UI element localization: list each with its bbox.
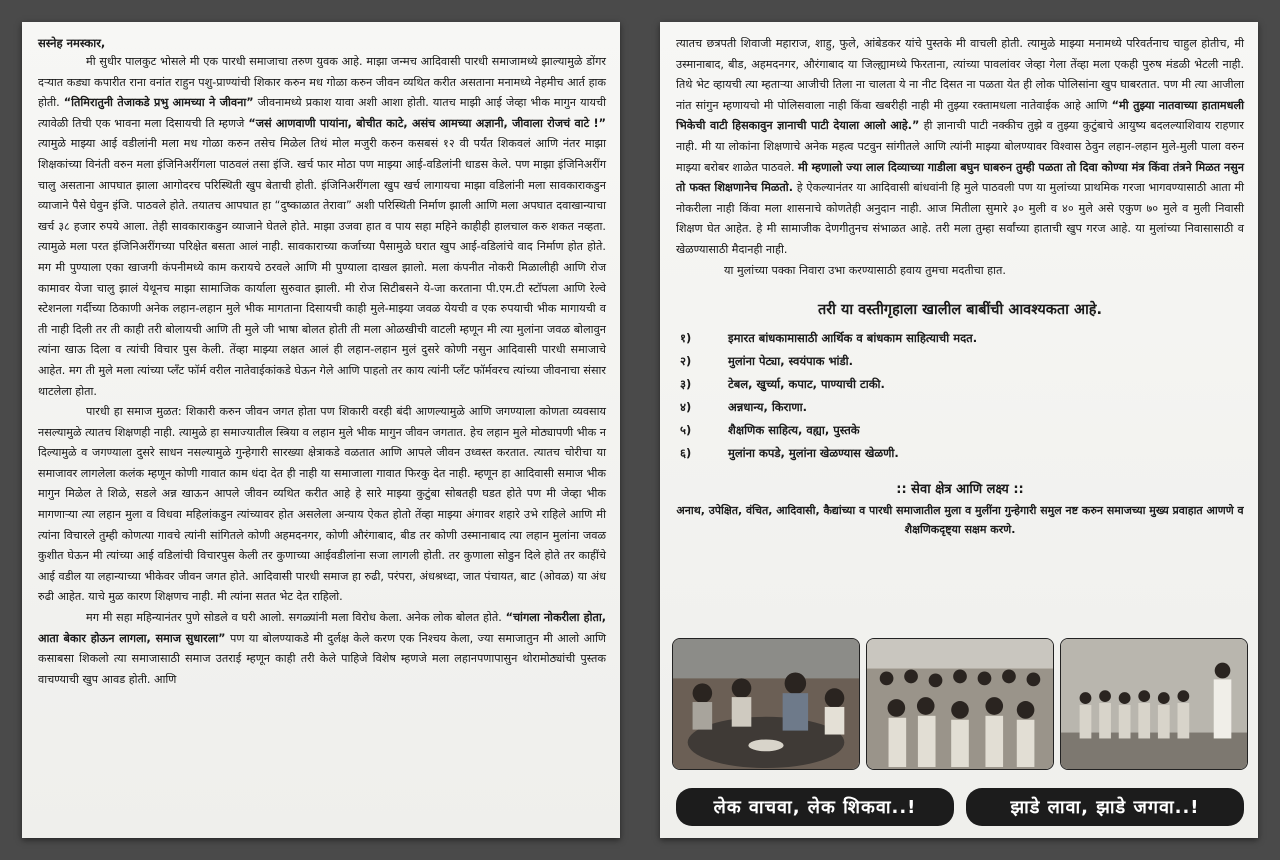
intro-text-b: जीवनामध्ये प्रकाश यावा अशी आशा होती. यातच माझी आई जेव्हा भीक मागुन यायची त्यावेळी तिची एक भावना मला दिसायची ति म्हणजे — [38, 96, 606, 130]
slogan-save-daughter: लेक वाचवा, लेक शिकवा..! — [676, 788, 954, 826]
list-item: ५) शैक्षणिक साहित्य, वह्या, पुस्तके — [680, 423, 860, 438]
quote-grandson: “मी तुझ्या नातवाच्या हातामधली भिकेची वाटी हिसकावुन ज्ञानाची पाटी देयाला आलो आहे.” — [676, 98, 1244, 133]
requirements-title: तरी या वस्तीगृहाला खालील बाबींची आवश्यकता आहे. — [817, 302, 1103, 319]
salutation: सस्नेह नमस्कार, — [38, 36, 106, 50]
slogan-plant-trees: झाडे लावा, झाडे जगवा..! — [966, 788, 1244, 826]
list-item: २) मुलांना पेट्या, स्वयंपाक भांडी. — [680, 354, 854, 369]
quote-red-light: मी म्हणालो ज्या लाल दिव्याच्या गाडीला बघुन घाबरुन तुम्ही पळता तो दिवा कोण्या मंत्र किंवा तंत्रने मिळत नसुन तो फक्त शिक्षणानेच मिळतो. — [676, 160, 1244, 195]
photo-strip — [672, 638, 1248, 770]
photo-children-eating — [672, 638, 860, 770]
cont-text-c: हे ऐकल्यानंतर या आदिवासी बांधवांनी हि मुले पाठवली पण या मुलांच्या प्राथमिक गरजा भागवण्यासाठी आता मी नोकरीला नाही किंवा मला शासनाचे कोणतेही अनुदान नाही. आज मितीला सुमारे ३० मुली व ४० मुले असे एकुण ७० मुले व मुली निवासी शिक्षण घेत आहेत. हे मी सामाजीक देणगीतुनच संभाळत आहे. तरी मला तुम्हा सर्वांच्या हाताची खुप गरज आहे. या मुलांच्या निवासासाठी व खेळण्यासाठी मैदानही नाही. — [676, 181, 1244, 256]
paragraph-continuation — [676, 34, 1244, 261]
cont-text-b: ही ज्ञानाची पाटी नक्कीच तुझे व तुझ्या कुटुंबाचे आयुष्य बदलल्याशिवाय राहणार नाही. मी या लोकांना शिक्षणाचे अनेक महत्व पटवुन सांगीतले आणि त्यांनी माझ्या बोलण्यावर विश्वास ठेवुन लहान-लहान मुले-मुली पाला वरुन माझ्या बरोबर शाळेत पाठवले. — [676, 119, 1244, 174]
return-text-b: पण या बोलण्याकडे मी दुर्लक्ष केले करण एक निश्चय केला, ज्या समाजातुन मी आलो आणि कसाबसा शिकलो त्या समाजासाठी समाज उतराई म्हणून काही तरी केले पाहिजे विशेष म्हणजे मला लहानपणापासुन थोरामोठ्यांची पुस्तक वाचण्याची खुप आवड होती. आणि — [38, 631, 607, 686]
paragraph-return-home — [38, 608, 606, 690]
intro-text-a: मी सुधीर पालकुट भोसले मी एक पारधी समाजाचा तरुण युवक आहे. माझा जन्मच आदिवासी पारधी समाजामध्ये झाल्यामुळे डोंगर दऱ्यात कड्या कपारीत राना वनांत राहुन पशु-प्राण्यांची शिकार करुन मध गोळा करुन जीवन व्यथित करीत असताना मनामध्ये नेहमीच आर्त हाक होती. — [38, 55, 606, 110]
paragraph-intro — [38, 52, 606, 402]
list-item: १) इमारत बांधकामासाठी आर्थिक व बांधकाम साहित्याची मदत. — [680, 331, 978, 346]
paragraph-appeal: या मुलांच्या पक्का निवारा उभा करण्यासाठी हवाय तुमचा मदतीचा हात. — [724, 263, 1006, 277]
right-page — [660, 22, 1258, 838]
photo-children-hall — [1060, 638, 1248, 770]
left-page — [22, 22, 620, 838]
return-text-a: मग मी सहा महिन्यानंतर पुणे सोडले व घरी आलो. सगळ्यांनी मला विरोध केला. अनेक लोक बोलत होते. — [86, 611, 502, 625]
cont-text-a: त्यातच छत्रपती शिवाजी महाराज, शाहु, फुले, आंबेडकर यांचे पुस्तके मी वाचली होती. त्यामुळे माझ्या मनामध्ये परिवर्तनाच चाहुल होतीच, मी उस्मानाबाद, बीड, अहमदनगर, औरंगाबाद या जिल्ह्यामध्ये फिरताना, त्यांच्या पावलांवर जेव्हा गेला तेंव्हा मला एकही पुरुष मंडळी भेटली नाही. तिथे भेट व्हायची त्या म्हताऱ्या आजीची तिला ना चालता ये ना नीट दिसत ना पळता येत ही लोक पोलिसांना खुप घाबरतात. पण मी त्या आजीला नांत सांगुन म्हणायचो मी पोलिसवाला नाही किंवा खबरीही नाही मी तुझ्या रक्तामधला नातेवाईक आहे आणि — [676, 37, 1244, 112]
requirements-list — [676, 327, 1244, 465]
list-item: ६) मुलांना कपडे, मुलांना खेळण्यास खेळणी. — [680, 446, 899, 461]
photo-children-group — [866, 638, 1054, 770]
paragraph-pardhi-society: पारधी हा समाज मुळत: शिकारी करुन जीवन जगत होता पण शिकारी वरही बंदी आणल्यामुळे आणि जगण्याला कोणता व्यवसाय नसल्यामुळे त्यातच शिक्षणही नाही. त्यामुळे हा समाज्यातील स्त्रिया व लहान मुले भीक मागुन जीवन जगतात. हेच लहान मुले मोठ्यापणी भीक न दिल्यामुळे व जगण्याला दुसरे साधन नसल्यामुळे गुन्हेगारी सारख्या क्षेत्राकडे वळतात आणि आपले जीवन उध्वस्त करतात. त्यातच चोरीचा या समाजावर लागलेला कलंक म्हणून कोणी गावात काम धंदा देत ही नाही या समाजाला गावात फिरकु देत नाही. म्हणून हा आदिवासी समाज भीक मागुन मिळेल ते शिळे, सडले अन्न खाऊन आपले जीवन व्यथित करीत आहे हे सारे माझ्या कुटुंबा सोबतही घडत होते पण मी जेव्हा भीक मागणाऱ्या त्या लहान मुला व विधवा महिलांकडुन त्यांच्यावर होत असलेला अन्याय ऐकत होतो तेंव्हा माझ्या अंगावर शहारे उभे राहिले आणि मी त्यांना विचारले तुम्ही कोणत्या गावचे त्यांनी सांगितले कोणी अहमदनगर, कोणी औरंगाबाद, बीड तर कोणी उस्मानाबाद त्या लहान मुलांना जवळ कुशीत घेऊन मी त्यांच्या आई वडिलांची विचारपुस केली तर कुणाच्या आईवडीलांना सजा लागली होती. तर कुणाला सोडुन दिले होते तर काहींचे आई वडील या लहान्याच्या भीकेवर जीवन जगत होते. आदिवासी पारधी समाज हा रुढी, परंपरा, अंधश्रध्दा, जात पंचायत, बाट (ओवळ) या अंध रुढी आहेत. याचे मुळ कारण शिक्षणच नाही. मी त्यांना सतत भेट देत राहिलो. — [38, 405, 606, 604]
list-item: ३) टेबल, खुर्च्या, कपाट, पाण्याची टाकी. — [680, 377, 885, 392]
mission-text: अनाथ, उपेक्षित, वंचित, आदिवासी, कैद्यांच्या व पारधी समाजातील मुला व मुलींना गुन्हेगारी समुल नष्ट करुन समाजच्या मुख्य प्रवाहात आणणे व शैक्षणिकदृष्ट्या सक्षम करणे. — [676, 504, 1244, 537]
mission-title: :: सेवा क्षेत्र आणि लक्ष्य :: — [896, 482, 1024, 498]
quote-anvani: “जसं आणवाणी पायांना, बोचीत काटे, असंच आमच्या अज्ञानी, जीवाला रोजचं वाटे !” — [248, 116, 607, 130]
quote-changla-nokri: “चांगला नोकरीला होता, आता बेकार होऊन लागला, समाज सुधारला” — [38, 611, 606, 645]
intro-text-c: त्यामुळे माझ्या आई वडीलांनी मला मध गोळा करुन तसेच मिळेल तिथं मोल मजुरी करुन कसबसं १२ वी पर्यंत शिकवलं आणि नंतर माझा शिक्षकांच्या विनंती वरुन मला इंजिनिअरींगला पाठवलं तसा इंजि. खर्च फार मोठा पण माझ्या आई-वडिलांनी धाडस केले. पण माझा इंजिनिअरींग चालु असताना आपघात झाला आगोदरच परिस्थिती खुप बेताची होती. इंजिनिअरींगला खुप खर्च लागायचा माझा वडिलांनी मला सावकाराकडुन व्याजाने पैसे घेवुन इंजि. पाठवले होते. तयातच आपघात हा “दुष्काळात तेरावा” अशी परिस्थिती निर्माण झाली आणि मला अपघात दवाखान्याचा खर्च ३८ हजार रुपये आला. तेही सावकाराकडुन व्याजाने घेतले होते. माझा उजवा हात व पाय सहा महिने काहीही हालचाल करु शकत नव्हता. त्यामुळे मला परत इंजिनिअरींगच्या परिक्षेत बसता आलं नाही. सावकाराच्या कर्जाच्या पैसामुळे घरात खुप आई-वडिलांचे वाद निर्माण होत होते. मग मी पुण्याला एका खाजगी कंपनीमध्ये काम करायचे ठरवले आणि मी पुण्याला दाखल झालो. मला कंपनीत नोकरी मिळालीही आणि रोज कामावर येजा चालु झालं येथूनच माझा सामाजिक कार्याला सुरुवात झाली. मी रोज सिटीबसने ये-जा करताना पी.एम.टी स्टॉपला आणि रेल्वे स्टेशनला गर्दीच्या ठिकाणी अनेक लहान-लहान मुले भीक मागताना दिसायची काही मुले-माझ्या जवळ येयची व एक रुपयाची भीक मागायची व ती नाही दिली तर ती काही तरी बोलायची आणि ती मुले जी भाषा बोलत होती ती मला ओळखीची वाटली म्हणून मी त्या मुलांना जवळ बोलावुन त्यांना खाऊ दिला व त्यांची विचार पुस केली. तेंव्हा माझ्या लक्षत आलं ही लहान-लहान मुलं दुसरे कोणी नसुन आदिवासी पारधी समाजाचे आहेत. मग ती मुले मला त्यांच्या प्लॅंट फॉर्म वरील नातेवाईकांकडे घेऊन गेले आणि पाहतो तर काय त्यांनी प्लॅंट फॉर्मवरच त्यांच्या जीवनाचा संसार थाटलेला होता. — [38, 137, 606, 398]
quote-timiratuni: “तिमिरातुनी तेजाकडे प्रभु आमच्या ने जीवना” — [63, 96, 254, 110]
list-item: ४) अन्नधान्य, किराणा. — [680, 400, 807, 415]
slogan-bar — [676, 788, 1244, 826]
